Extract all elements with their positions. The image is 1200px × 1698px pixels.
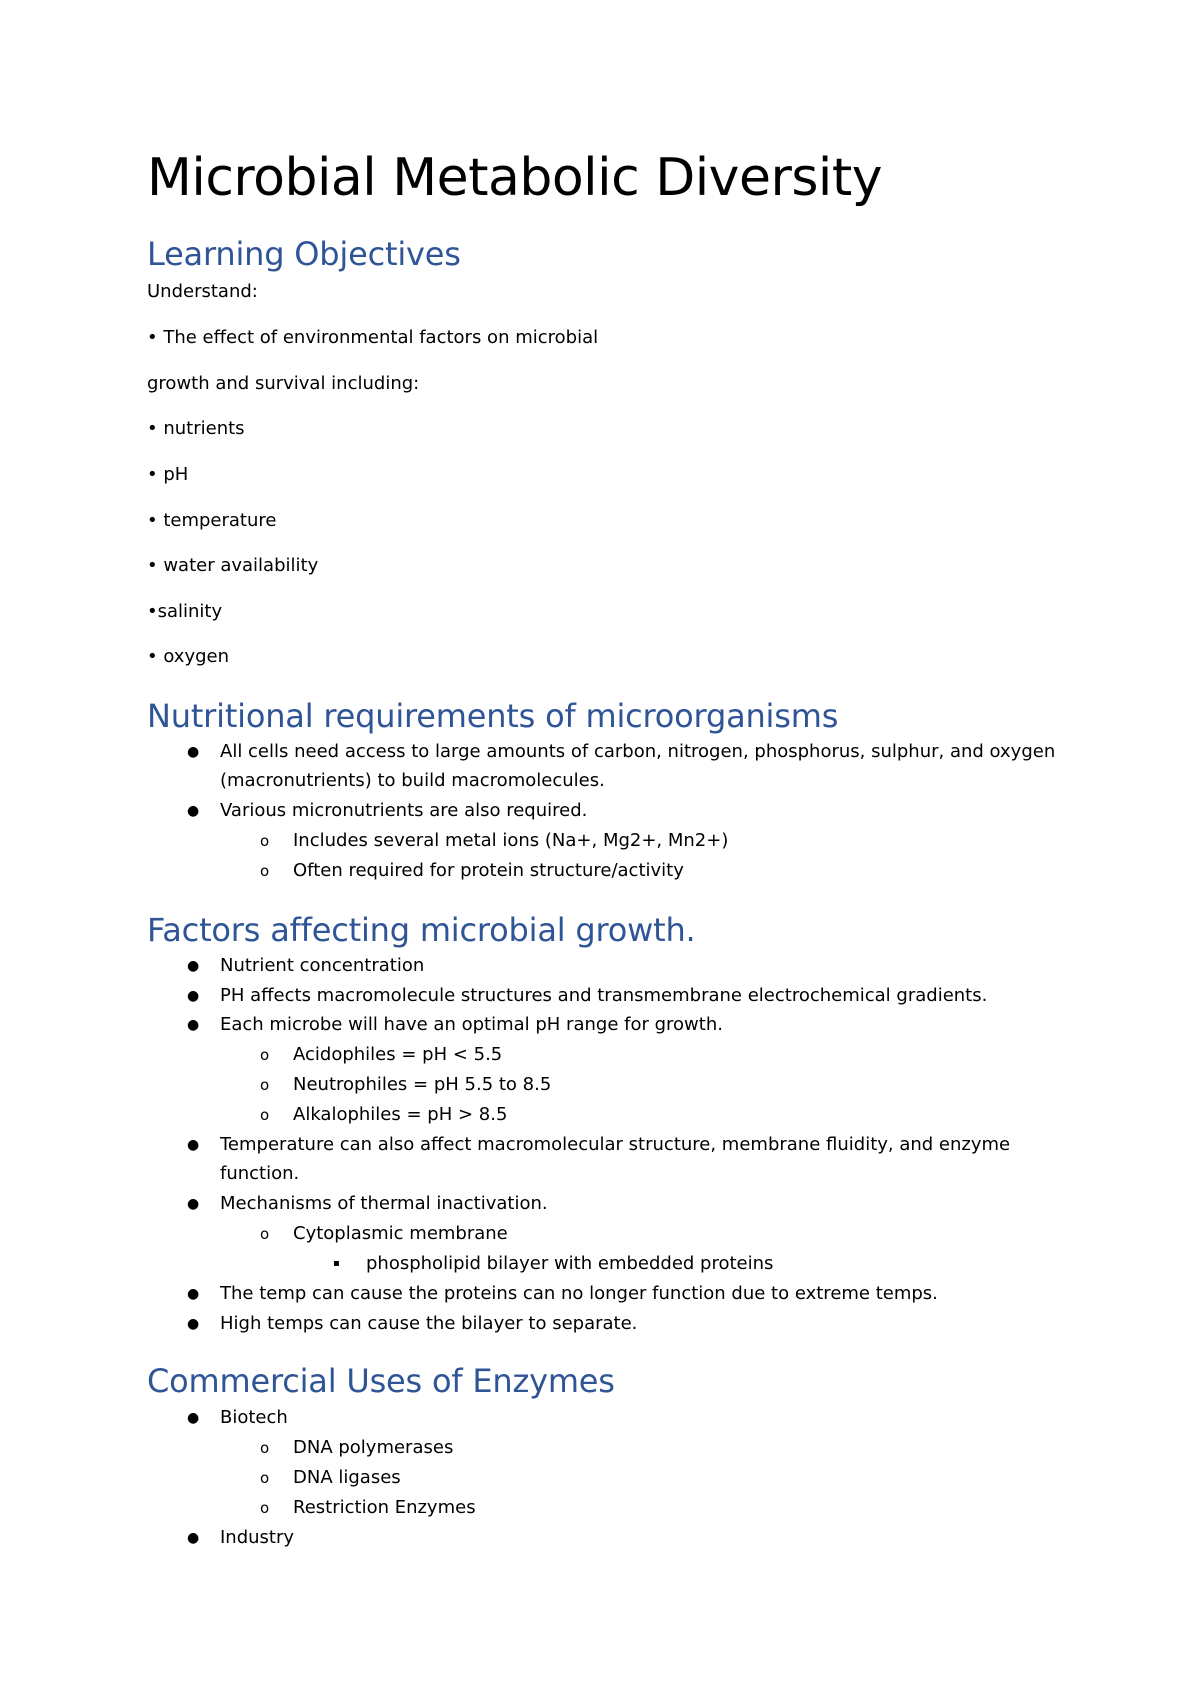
objective-line: •salinity (147, 601, 223, 622)
list-item: All cells need access to large amounts of carbon, nitrogen, phosphorus, sulphur, and oxygen (220, 741, 1056, 762)
bullet-icon: ● (187, 1017, 200, 1033)
bullet-icon: ● (187, 744, 200, 760)
bullet-icon: ● (187, 1196, 200, 1212)
sub-bullet-icon: o (260, 1499, 270, 1517)
list-item-continuation: (macronutrients) to build macromolecules. (220, 770, 605, 791)
sub-sub-list-item: phospholipid bilayer with embedded proteins (366, 1253, 774, 1274)
sub-list-item: Includes several metal ions (Na+, Mg2+, Mn2+) (293, 830, 729, 851)
objective-line: growth and survival including: (147, 373, 420, 394)
list-item: Various micronutrients are also required. (220, 800, 588, 821)
sub-bullet-icon: o (260, 1046, 270, 1064)
sub-bullet-icon: o (260, 1106, 270, 1124)
list-item-continuation: function. (220, 1163, 300, 1184)
list-item: The temp can cause the proteins can no longer function due to extreme temps. (220, 1283, 938, 1304)
list-item: Nutrient concentration (220, 955, 425, 976)
section-heading-learning-objectives: Learning Objectives (147, 235, 461, 273)
list-item: Biotech (220, 1407, 288, 1428)
section-heading-nutritional-requirements: Nutritional requirements of microorganisms (147, 697, 839, 735)
intro-text: Understand: (147, 281, 258, 302)
sub-sub-bullet-icon: ▪ (333, 1258, 340, 1269)
list-item: High temps can cause the bilayer to separate. (220, 1313, 638, 1334)
sub-bullet-icon: o (260, 1076, 270, 1094)
bullet-icon: ● (187, 1530, 200, 1546)
objective-line: • water availability (147, 555, 319, 576)
bullet-icon: ● (187, 1286, 200, 1302)
sub-bullet-icon: o (260, 862, 270, 880)
section-heading-factors-affecting-growth: Factors affecting microbial growth. (147, 911, 696, 949)
sub-list-item: Neutrophiles = pH 5.5 to 8.5 (293, 1074, 552, 1095)
sub-list-item: DNA polymerases (293, 1437, 454, 1458)
objective-line: • pH (147, 464, 189, 485)
list-item: Each microbe will have an optimal pH range for growth. (220, 1014, 723, 1035)
list-item: Mechanisms of thermal inactivation. (220, 1193, 548, 1214)
objective-line: • The effect of environmental factors on microbial (147, 327, 599, 348)
objective-line: • temperature (147, 510, 277, 531)
list-item: Temperature can also affect macromolecular structure, membrane fluidity, and enzyme (220, 1134, 1011, 1155)
bullet-icon: ● (187, 1137, 200, 1153)
bullet-icon: ● (187, 1316, 200, 1332)
bullet-icon: ● (187, 803, 200, 819)
document-title: Microbial Metabolic Diversity (147, 148, 883, 208)
objective-line: • oxygen (147, 646, 230, 667)
sub-bullet-icon: o (260, 1439, 270, 1457)
sub-list-item: Restriction Enzymes (293, 1497, 476, 1518)
bullet-icon: ● (187, 988, 200, 1004)
bullet-icon: ● (187, 958, 200, 974)
sub-list-item: Alkalophiles = pH > 8.5 (293, 1104, 508, 1125)
sub-bullet-icon: o (260, 832, 270, 850)
list-item: PH affects macromolecule structures and transmembrane electrochemical gradients. (220, 985, 988, 1006)
sub-list-item: Cytoplasmic membrane (293, 1223, 508, 1244)
objective-line: • nutrients (147, 418, 245, 439)
sub-list-item: Often required for protein structure/activity (293, 860, 684, 881)
sub-list-item: DNA ligases (293, 1467, 401, 1488)
bullet-icon: ● (187, 1410, 200, 1426)
sub-bullet-icon: o (260, 1469, 270, 1487)
sub-bullet-icon: o (260, 1225, 270, 1243)
list-item: Industry (220, 1527, 295, 1548)
sub-list-item: Acidophiles = pH < 5.5 (293, 1044, 503, 1065)
section-heading-commercial-uses: Commercial Uses of Enzymes (147, 1362, 615, 1400)
